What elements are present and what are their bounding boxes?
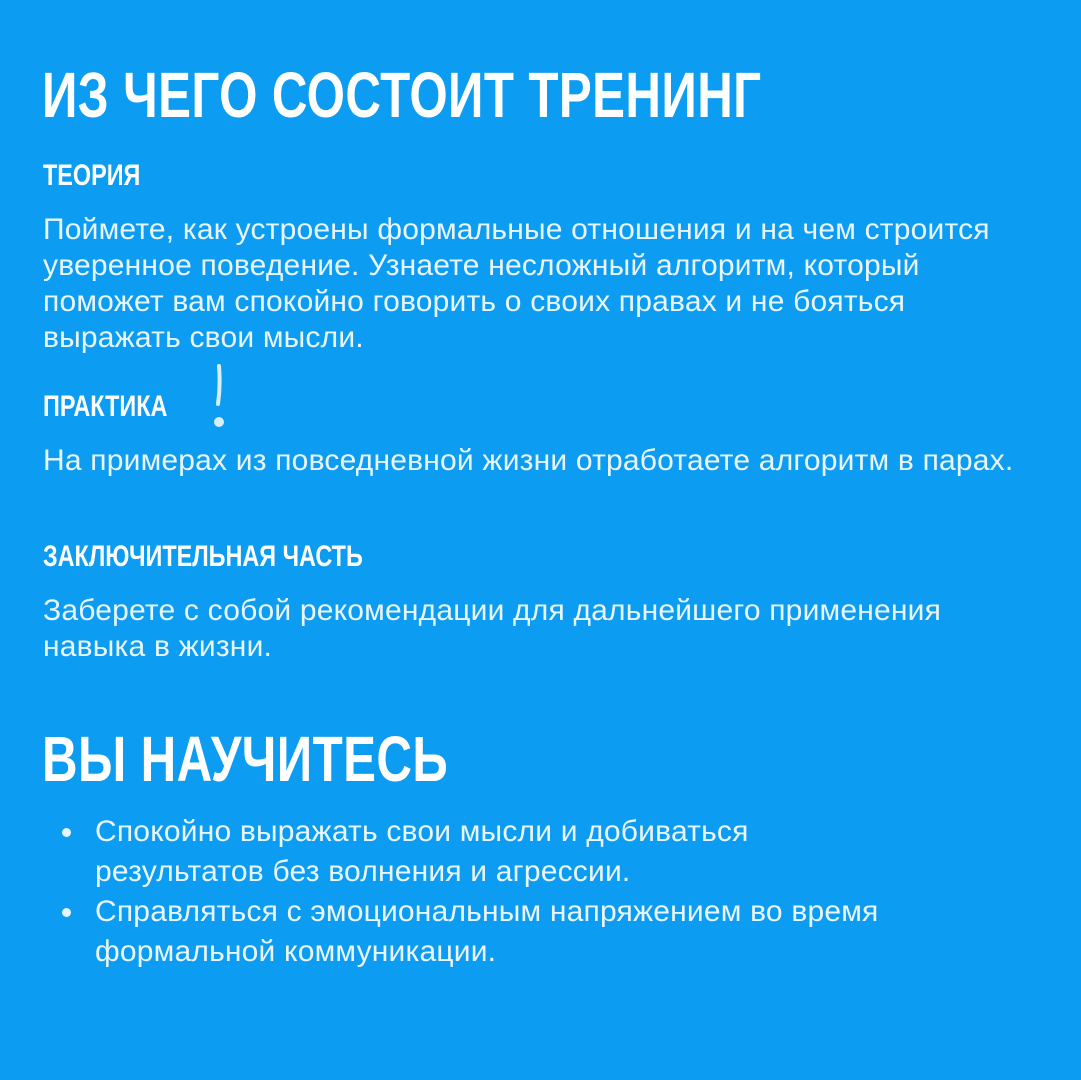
list-item-text: Справляться с эмоциональным напряжением во время формальной коммуникации. <box>95 895 879 968</box>
text-practice: На примерах из повседневной жизни отработаете алгоритм в парах. <box>43 444 1014 477</box>
list-item <box>60 892 920 972</box>
heading-practice: ПРАКТИКА <box>43 390 168 423</box>
list-item <box>60 812 920 892</box>
heading-theory: ТЕОРИЯ <box>43 159 141 192</box>
heading-final-part: ЗАКЛЮЧИТЕЛЬНАЯ ЧАСТЬ <box>43 540 363 573</box>
text-final-part: Заберете с собой рекомендации для дальнейшего применения навыка в жизни. <box>43 594 942 663</box>
text-theory: Поймете, как устроены формальные отношения и на чем строится уверенное поведение. Узнаете несложный алгоритм, который поможет вам спокойно говорить о своих правах и не бояться выражать свои мысли. <box>43 213 990 354</box>
list-item-text: Спокойно выражать свои мысли и добиваться результатов без волнения и агрессии. <box>95 815 749 888</box>
section-title-you-will-learn: ВЫ НАУЧИТЕСЬ <box>42 723 449 795</box>
section-title-training: ИЗ ЧЕГО СОСТОИТ ТРЕНИНГ <box>42 59 762 131</box>
exclamation-icon <box>205 360 235 435</box>
learn-list <box>60 812 920 972</box>
bullet-icon <box>62 908 71 917</box>
bullet-icon <box>62 828 71 837</box>
